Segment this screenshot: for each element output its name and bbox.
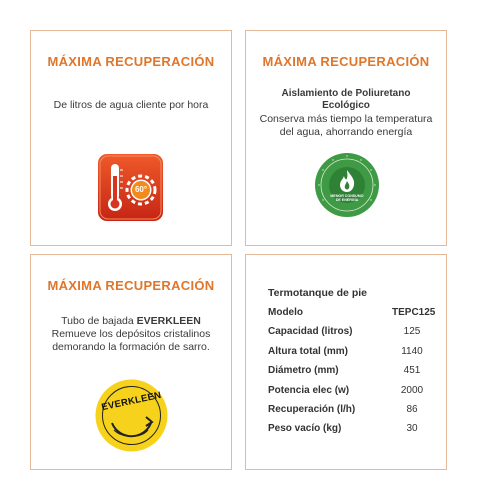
spec-label: Altura total (mm) (268, 345, 348, 357)
spec-row-diameter (268, 365, 432, 384)
spec-table (268, 307, 436, 443)
spec-label: Capacidad (litros) (268, 326, 353, 338)
spec-row-capacity (268, 326, 432, 345)
feature-card-recovery (30, 30, 232, 246)
feature-card-insulation (245, 30, 447, 246)
feature-card-everkleen (30, 254, 232, 470)
seal-label: EVERKLEEN (100, 389, 163, 414)
card-description (41, 315, 221, 354)
card-description: Conserva más tiempo la temperatura del agua, ahorrando energía (259, 113, 433, 138)
description-prefix: Tubo de bajada (61, 315, 137, 327)
everkleen-seal-icon (94, 378, 169, 453)
seal-caption: MENOR CONSUMO DE ENERGÍA (330, 194, 364, 202)
spec-heading: Termotanque de pie (268, 287, 367, 299)
spec-value: 125 (403, 326, 421, 338)
spec-row-power (268, 385, 432, 404)
spec-label: Diámetro (mm) (268, 365, 339, 377)
brand-name: EVERKLEEN (136, 315, 201, 327)
card-title: MÁXIMA RECUPERACIÓN (262, 54, 430, 69)
spec-label: Peso vacío (kg) (268, 423, 342, 435)
spec-header-label: Modelo (268, 307, 303, 318)
spec-header-value: TEPC125 (392, 307, 436, 318)
card-description: De litros de agua cliente por hora (53, 99, 209, 111)
eco-insulation-seal-icon (314, 152, 380, 218)
spec-value: 86 (406, 403, 418, 415)
spec-label: Potencia elec (w) (268, 384, 350, 396)
temperature-label: 60° (134, 185, 148, 194)
spec-table-header (268, 307, 436, 326)
spec-card (245, 254, 447, 470)
card-title: MÁXIMA RECUPERACIÓN (47, 278, 215, 293)
spec-value: 1140 (401, 345, 423, 357)
spec-row-recovery (268, 404, 432, 423)
card-title: MÁXIMA RECUPERACIÓN (47, 54, 215, 69)
spec-value: 30 (406, 423, 418, 435)
card-heading: Aislamiento de Poliuretano Ecológico (281, 88, 411, 111)
description-suffix: Remueve los depósitos cristalinos demorando la formación de sarro. (51, 328, 211, 353)
spec-value: 451 (403, 365, 421, 377)
spec-row-height (268, 346, 432, 365)
spec-value: 2000 (400, 384, 424, 396)
spec-row-weight (268, 423, 432, 442)
thermometer-icon (98, 154, 163, 221)
spec-label: Recuperación (l/h) (268, 403, 356, 415)
